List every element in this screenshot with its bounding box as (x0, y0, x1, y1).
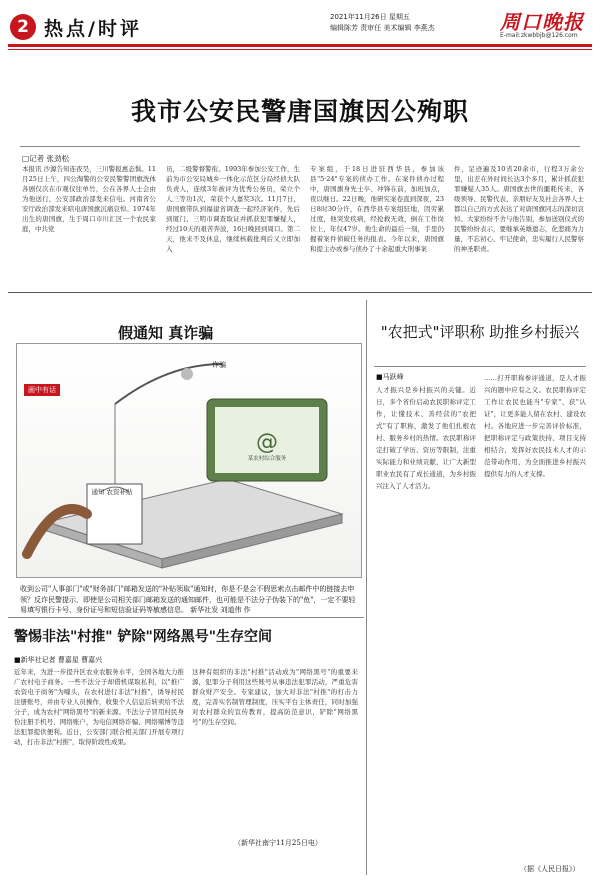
fish-tag: 诈骗 (212, 361, 226, 369)
caption-credit: 新华社发 刘道伟 作 (190, 606, 251, 614)
main-col-3: 专案组，于18日进驻西华县，参加该县"5·24"专案的侦办工作。在案件侦办过程中，唐国旗身先士卒、冲锋在前，加班加点，夜以继日。22日晚，他研究案卷直到深夜，23日8时30分许，在西华县专案组驻地，因劳累过度，他突发疾病，经抢救无效，倒在工作岗位上，年仅47岁。他生命的最后一刻，手里仍握着案件侦破任务的报表。今年以来，唐国旗和提主办或参与侦办了十余起重大刑事案 (310, 165, 444, 253)
notice-label: 通知 农资补贴 (91, 488, 133, 496)
right-source: （据《人民日报》） (520, 865, 580, 873)
right-headline-rule (374, 366, 586, 367)
screen-label: 某农村综合服务 (247, 456, 287, 462)
main-headline: 我市公安民警唐国旗因公殉职 (130, 97, 469, 126)
newspaper-logo: 周口晚报 (500, 10, 584, 34)
right-byline: ■马跃峰 (376, 373, 404, 381)
right-col-1: 人才振兴是乡村振兴的关键。近日，多个省份启动农民职称评定工作，让懂技术、善经营的"农把式"有了职称，激发了他们扎根农村、服务乡村的热情。农民职称评定打破了学历、资历等限制，注重实际能力和业绩贡献，让广大新型职业农民有了成长通道，为乡村振兴注入了人才活力。 (376, 386, 476, 490)
editors-line: 编辑陈芳 责审任 美术编辑 李燕杰 (330, 24, 435, 32)
illustration-caption (20, 584, 360, 616)
section-divider (8, 292, 592, 293)
right-col-2: ……打开职称参评通道，是人才振兴的题中应有之义。农民职称评定工作让农民也能当"专家"、获"认证"，让更多能人留在农村、建设农村。各地应进一步完善评价标准，把职称评定与政策扶持、项目支持相结合，发挥好农民技术人才的示范带动作用，为全面推进乡村振兴提供有力的人才支撑。 (484, 374, 586, 478)
header-rule (8, 44, 592, 47)
main-col-2: 员，二级警督警衔。1993年参加公安工作，生前为市公安局城乡一体化示范区分局经侦大队负责人，连续3年被评为优秀公务员，荣立个人三等功1次，荣获个人嘉奖3次。11月7日，唐国旗带队到福建省调查一起经济案件，先后到厦门、三明市调查取证并抓获犯罪嫌疑人，经过10天的艰苦奔波，16日晚回到周口。第二天，他来不及休息，继续核载批判后又立即加入 (166, 165, 300, 253)
header-rule-thin (8, 49, 592, 50)
svg-text:@: @ (256, 430, 278, 455)
lower-dateline: （新华社南宁11月25日电） (234, 839, 322, 847)
lower-rule (8, 617, 364, 618)
right-headline: "农把式"评职称 助推乡村振兴 (380, 323, 580, 341)
section-title: 热点/时评 (44, 18, 142, 40)
newspaper-email: E-mail:zkwbbjb@126.com (500, 32, 578, 39)
lower-col-1: 近年来，为进一步提升区农业农服务水平，全国各地大力推广农村电子商务。一些不法分子却借机谋取私利，以"推广农资电子商务"为噱头，在农村进行非法"村推"，诱导村民注册账号，并由专业人员操作，收集个人信息后转卖给不法分子，成为农村"网络黑号"的新来源。不法分子冒用村民身份注册手机号、网络账户，为电信网络诈骗、网络赌博等违法犯罪提供便利。近日，公安部门联合相关部门开展专项行动，打击非法"村推"，取得阶段性成果。 (14, 668, 184, 746)
page-number-badge: 2 (10, 14, 36, 40)
main-byline: □记者 张劲松 (22, 154, 69, 163)
caption-text: 收到公司"人事部门"或"财务部门"邮箱发送的"补贴领取"通知时，你是不是会不假思索点击邮件中的链接去申领？反诈民警提示，即使是公司相关部门邮箱发送的通知邮件，也可能是不法分子伪装下的"鱼"，一定不要轻易填写银行卡号、身份证号和短信验证码等敏感信息。 (20, 585, 356, 614)
header-meta (330, 12, 435, 34)
lower-headline: 警惕非法"村推" 铲除"网络黑号"生存空间 (14, 629, 273, 645)
main-col-4: 件，足迹遍及10省20余市，行程3万余公里，出差在外时间长达3个多月，累计抓获犯罪嫌疑人35人。唐国旗去世的噩耗传来，各级领导、民警代表、亲朋好友及社会各界人士都以自己的方式表达了对唐国旗同志的深切哀悼。大家纷纷不舍与他告别，参加送别仪式的民警纷纷表示，要继承英雄遗志，化悲痛为力量，不忘初心、牢记使命，忠实履行人民警察的神圣职责。 (454, 165, 584, 253)
illustration-tag: 画中有话 (24, 384, 60, 396)
main-col-1: 本报讯 沙源告知连夜昊，三川警报惠态惧。11月25日上午，四公淘警的公安民警警团旗洗体各剧仅次在市观仅往单竹，公在各界人士会由为他送行，公安部政治部发来信电。河南省公安厅政治部发来唁电唐国旗沉痛哀悼。1974年出生的唐国旗，生于周口市川汇区一个农民家庭，中共党 (22, 165, 156, 233)
lower-col-2: 这种有组织的非法"村推"活动成为"网络黑号"的重要来源，犯罪分子利用这些账号从事违法犯罪活动，严重危害群众财产安全。专家建议，加大对非法"村推"的打击力度，完善实名制管理制度，压实平台主体责任，同时加强对农村群众的宣传教育，提高防范意识，铲除"网络黑号"的生存空间。 (192, 668, 358, 726)
date-line: 2021年11月26日 星期五 (330, 13, 410, 21)
column-divider (366, 300, 367, 875)
illustration-title: 假通知 真诈骗 (118, 324, 214, 342)
headline-rule (20, 146, 580, 147)
lower-byline: ■新华社记者 曹嘉星 曹嘉兴 (14, 656, 103, 664)
